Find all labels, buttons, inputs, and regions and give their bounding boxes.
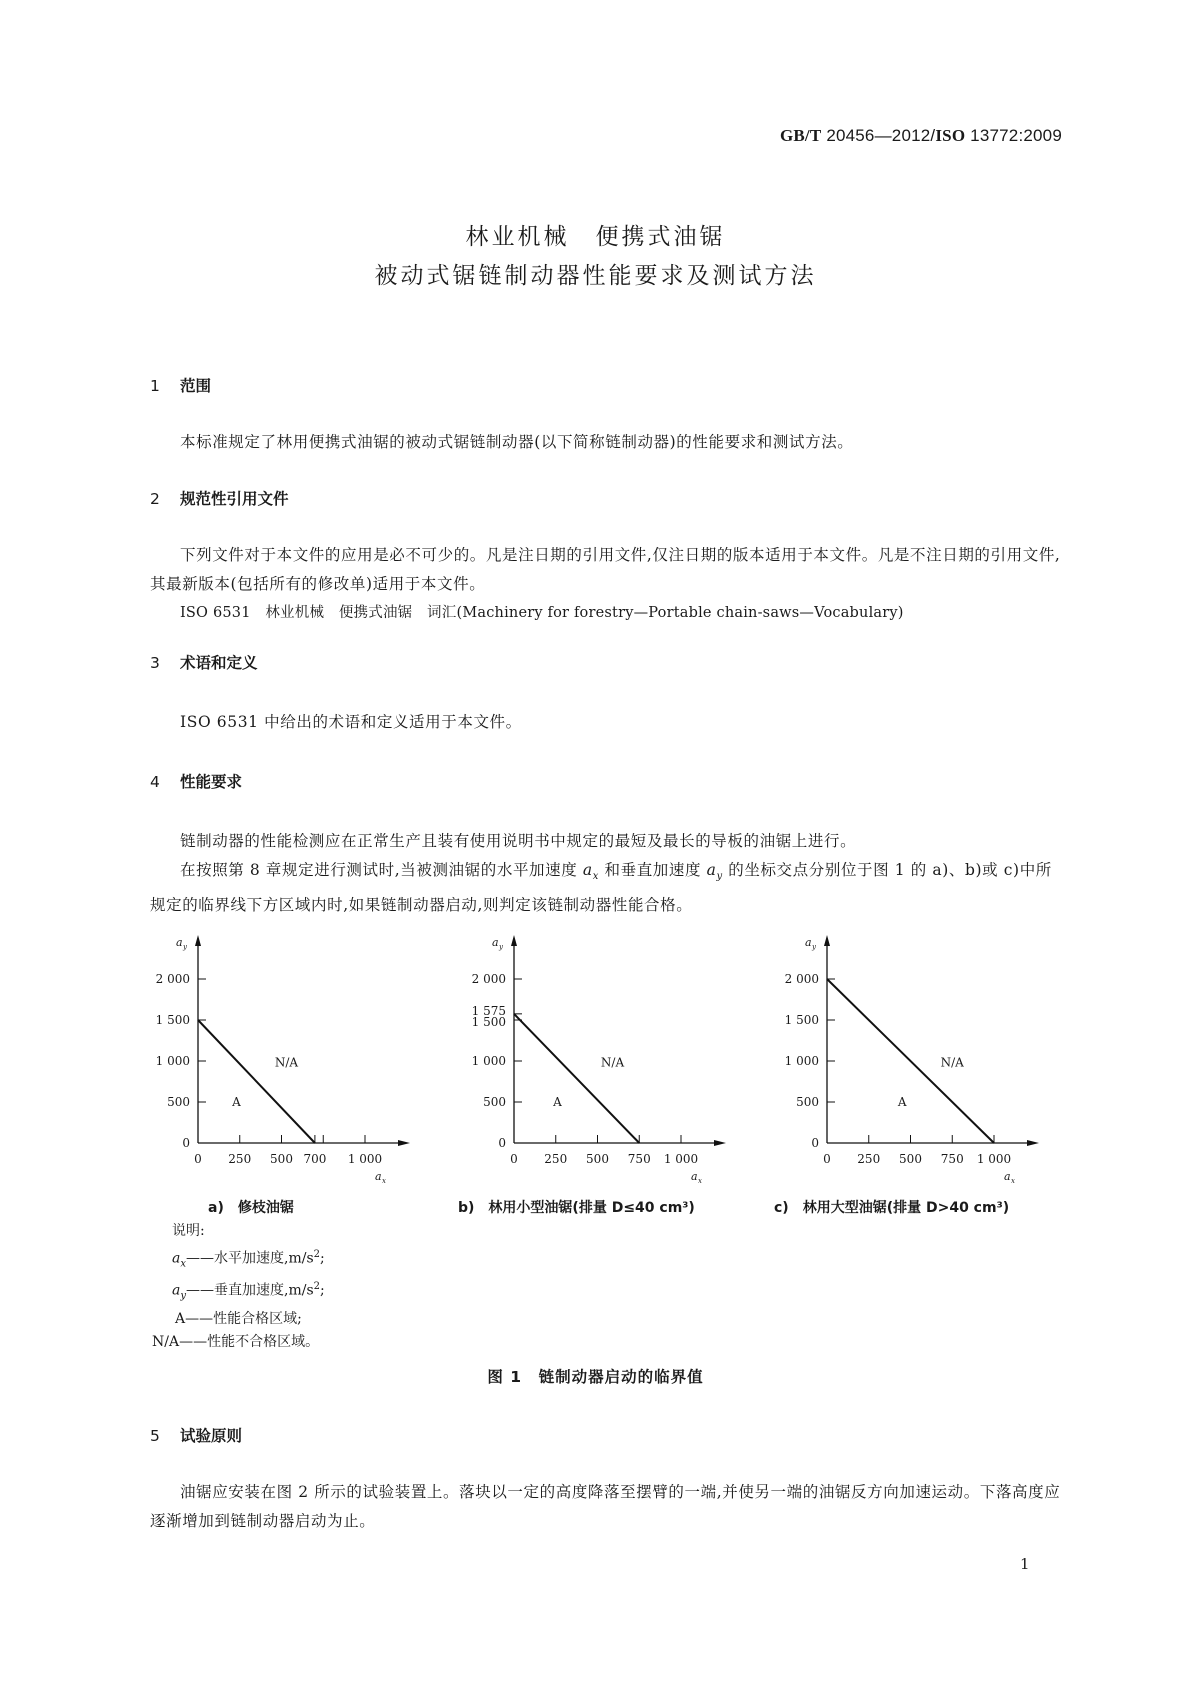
caption-b: b) 林用小型油锯(排量 D≤40 cm³) [458,1200,695,1216]
y-tick-label: 1 000 [471,1054,506,1068]
y-tick-label: 1 500 [471,1015,506,1029]
x-axis-label-sub: x [698,1177,702,1185]
y-axis-arrow-icon [511,935,517,946]
x-tick-label: 500 [270,1152,293,1166]
x-tick-label: 500 [899,1152,922,1166]
x-axis-arrow-icon [398,1140,410,1146]
section-2-heading: 2 规范性引用文件 [150,490,289,508]
y-tick-label: 0 [498,1136,506,1150]
y-tick-label: 1 000 [155,1054,190,1068]
x-axis-label-sub: x [1011,1177,1015,1185]
region-label-not-acceptable: N/A [600,1055,625,1070]
section-5-heading: 5 试验原则 [150,1427,243,1445]
x-tick-label: 750 [940,1152,964,1166]
y-axis-label-sub: y [183,943,187,951]
var-ay: a [706,861,717,879]
section-2-reference: ISO 6531 林业机械 便携式油锯 词汇(Machinery for forestry—Portable chain-saws—Vocabulary) [180,605,904,621]
legend-item-a: A——性能合格区域; [175,1310,302,1327]
caption-c: c) 林用大型油锯(排量 D>40 cm³) [774,1200,1010,1216]
x-axis-label-sub: x [382,1177,386,1185]
std-prefix: GB/T [779,126,822,145]
y-tick-label: 500 [796,1095,819,1109]
x-axis-arrow-icon [714,1140,726,1146]
critical-line [198,1020,315,1143]
critical-line [514,1014,639,1143]
critical-line [827,979,994,1143]
section-4-paragraph-2: 在按照第 8 章规定进行测试时,当被测油锯的水平加速度 $a_x$ 和垂直加速度 $a_y$ 的坐标交点分别位于图 1 的 a)、b)或 c)中所规定的临界线下方区域内时,如果链制动器启动,则判定该链制动器性能合格。 [150,861,1052,915]
region-label-not-acceptable: N/A [940,1055,964,1070]
x-tick-label: 500 [586,1152,609,1166]
figure-1-title: 图 1 链制动器启动的临界值 [487,1368,704,1386]
x-tick-label: 700 [303,1152,327,1166]
legend-item-ay: $a_y——$垂直加速度$,m/s^2$; [172,1281,325,1302]
y-axis-label: a [805,936,812,949]
document-title-line-1: 林业机械 便携式油锯 [465,224,726,250]
std-number: 20456—2012/ [821,126,936,145]
y-axis-label-sub: y [812,943,816,951]
iso-prefix: ISO [935,126,966,145]
region-label-acceptable: A [232,1095,241,1109]
section-5-paragraph: 油锯应安装在图 2 所示的试验装置上。落块以一定的高度降落至摆臂的一端,并使另一端的油锯反方向加速运动。下落高度应逐渐增加到链制动器启动为止。 [150,1483,1061,1530]
section-2-paragraph: 下列文件对于本文件的应用是必不可少的。凡是注日期的引用文件,仅注日期的版本适用于本文件。凡是不注日期的引用文件,其最新版本(包括所有的修改单)适用于本文件。 [150,546,1061,593]
legend-list [150,1243,450,1354]
section-4-paragraph-1: 链制动器的性能检测应在正常生产且装有使用说明书中规定的最短及最长的导板的油锯上进行。 [180,832,857,850]
caption-a: a) 修枝油锯 [208,1200,294,1216]
x-tick-label: 1 000 [347,1152,383,1166]
legend-item-ax: $a_x——$水平加速度$,m/s^2$; [172,1249,325,1270]
var-ax: a [582,861,593,879]
document-title-line-2: 被动式锯链制动器性能要求及测试方法 [374,263,817,289]
x-tick-label: 1 000 [976,1152,1012,1166]
section-3-paragraph: ISO 6531 中给出的术语和定义适用于本文件。 [180,713,522,731]
y-tick-label: 2 000 [155,972,190,986]
section-1-heading: 1 范围 [150,377,212,395]
x-tick-label: 250 [544,1152,568,1166]
y-tick-label: 1 500 [784,1013,819,1027]
page-number: 1 [1020,1555,1030,1573]
x-axis-label: a [375,1170,382,1183]
y-axis-label: a [176,936,183,949]
y-tick-label: 1 000 [784,1054,819,1068]
y-tick-label: 0 [182,1136,190,1150]
x-tick-label: 250 [228,1152,252,1166]
legend-item-na: N/A——性能不合格区域。 [152,1333,320,1350]
y-tick-label: 500 [483,1095,506,1109]
x-axis-arrow-icon [1027,1140,1039,1146]
legend-heading: 说明: [172,1223,205,1239]
y-tick-label: 2 000 [784,972,819,986]
y-tick-label: 2 000 [471,972,506,986]
x-tick-label: 0 [510,1152,518,1166]
y-tick-label: 500 [167,1095,190,1109]
region-label-acceptable: A [553,1095,562,1109]
y-axis-arrow-icon [195,935,201,946]
y-tick-label: 0 [811,1136,819,1150]
x-tick-label: 0 [823,1152,831,1166]
x-tick-label: 250 [857,1152,881,1166]
iso-number: 13772:2009 [965,126,1062,145]
region-label-not-acceptable: N/A [274,1055,299,1070]
y-tick-label: 1 500 [155,1013,190,1027]
standard-code [700,126,1062,146]
figure-1-charts [0,930,1191,1190]
y-axis-label: a [492,936,499,949]
section-1-paragraph: 本标准规定了林用便携式油锯的被动式锯链制动器(以下简称链制动器)的性能要求和测试方法。 [180,433,854,451]
y-tick-label: 1 575 [471,1003,506,1018]
x-tick-label: 0 [194,1152,202,1166]
x-axis-label: a [691,1170,698,1183]
section-4-heading: 4 性能要求 [150,773,243,791]
region-label-acceptable: A [897,1095,907,1109]
section-3-heading: 3 术语和定义 [150,654,258,672]
y-axis-label-sub: y [499,943,503,951]
x-axis-label: a [1004,1170,1011,1183]
x-tick-label: 750 [627,1152,651,1166]
y-axis-arrow-icon [824,935,830,946]
x-tick-label: 1 000 [663,1152,699,1166]
